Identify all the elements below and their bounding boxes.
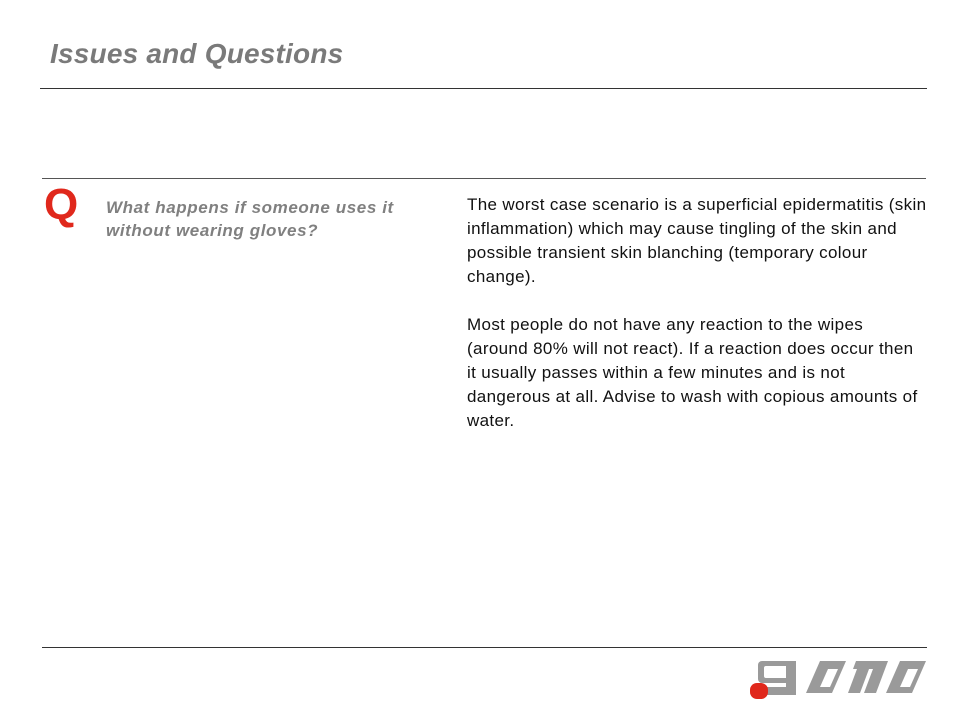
section-divider [42, 178, 926, 179]
gama-logo-accent [750, 683, 768, 699]
bottom-divider [42, 647, 927, 648]
question-text: What happens if someone uses it without wearing gloves? [106, 198, 394, 240]
question-marker: Q [44, 180, 79, 229]
gama-logo [750, 657, 930, 703]
gama-logo-letters [758, 661, 926, 695]
gama-logo-label: gama [750, 657, 753, 658]
slide-title: Issues and Questions [50, 38, 344, 69]
answer-paragraph-2: Most people do not have any reaction to the wipes (around 80% will not react). If a reaction does occur then it usually passes within a few minutes and is not dangerous at all. Advise to wash with copious amounts of water. [467, 315, 918, 430]
answer-paragraph-1: The worst case scenario is a superficial epidermatitis (skin inflammation) which may cause tingling of the skin and possible transient skin blanching (temporary colour change). [467, 195, 927, 286]
answer-block [467, 193, 927, 457]
top-divider [40, 88, 927, 89]
